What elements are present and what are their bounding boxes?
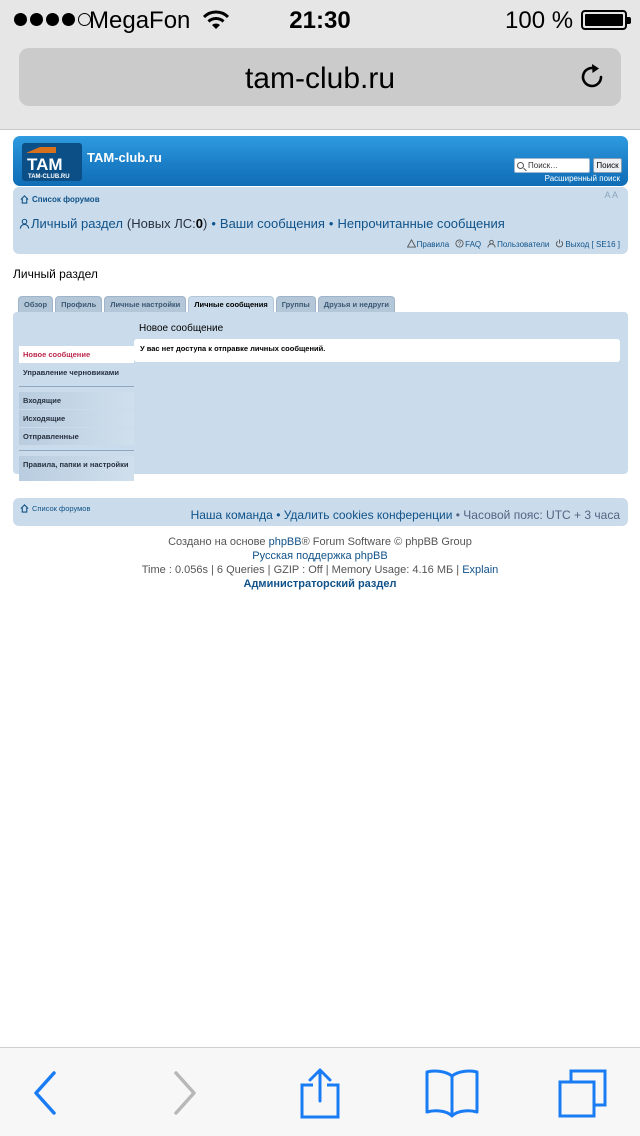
site-title[interactable]: TAM-club.ru xyxy=(87,150,162,165)
share-icon[interactable] xyxy=(299,1068,341,1120)
signal-strength-icon xyxy=(14,13,91,26)
reload-icon[interactable] xyxy=(577,62,607,92)
debug-line: Time : 0.056s | 6 Queries | GZIP : Off | Memory Usage: 4.16 МБ | Explain xyxy=(141,564,499,576)
user-icon xyxy=(19,218,30,229)
wifi-icon xyxy=(203,10,229,30)
tab-groups[interactable]: Группы xyxy=(276,296,316,312)
subnav-divider xyxy=(19,450,134,451)
user-panel-line xyxy=(19,216,505,231)
navbar xyxy=(13,187,628,254)
separator-bullet: • xyxy=(455,508,464,522)
your-posts-link[interactable]: Ваши сообщения xyxy=(219,216,325,231)
home-icon xyxy=(20,504,29,513)
pm-panel xyxy=(13,312,628,474)
forum-header xyxy=(13,136,628,186)
browser-header xyxy=(0,40,640,130)
subnav-inbox[interactable]: Входящие xyxy=(19,392,134,409)
subnav-compose[interactable]: Новое сообщение xyxy=(19,346,134,363)
tab-private-messages[interactable]: Личные сообщения xyxy=(188,296,273,313)
admin-panel-link[interactable]: Администраторский раздел xyxy=(243,578,397,590)
battery-icon xyxy=(581,10,627,30)
delete-cookies-link[interactable]: Удалить cookies конференции xyxy=(283,508,453,522)
clock: 21:30 xyxy=(289,7,351,34)
breadcrumb-forum-index[interactable]: Список форумов xyxy=(32,195,100,204)
logout-link[interactable]: Выход [ SE16 ] xyxy=(555,239,620,249)
new-pm-prefix[interactable]: (Новых ЛС: xyxy=(126,216,196,231)
members-icon xyxy=(487,239,496,248)
subnav-rules-folders[interactable]: Правила, папки и настройки xyxy=(19,456,134,481)
search-placeholder: Поиск… xyxy=(528,161,559,170)
panel-title: Новое сообщение xyxy=(139,323,224,334)
svg-text:?: ? xyxy=(457,241,462,248)
battery-percentage: 100 % xyxy=(505,7,574,34)
footer-navbar xyxy=(13,498,628,526)
separator-bullet: • xyxy=(328,216,334,231)
logo-subtext: TAM-CLUB.RU xyxy=(28,174,70,180)
copyright-block xyxy=(0,535,640,591)
ucp-tabs xyxy=(18,296,395,313)
nav-links xyxy=(407,239,620,249)
powered-by-line: Создано на основе phpBB® Forum Software © phpBB Group xyxy=(168,536,472,548)
url-text[interactable]: tam-club.ru xyxy=(244,62,396,95)
font-size-control[interactable]: A A xyxy=(604,190,618,200)
pm-subnav xyxy=(19,346,134,482)
breadcrumb[interactable] xyxy=(20,195,100,204)
search-input[interactable] xyxy=(514,158,590,173)
search-icon xyxy=(517,162,524,169)
footer-breadcrumb-forum-index[interactable]: Список форумов xyxy=(32,504,91,513)
russian-support-link[interactable]: Русская поддержка phpBB xyxy=(252,550,388,562)
warning-icon xyxy=(407,239,416,248)
tab-profile[interactable]: Профиль xyxy=(55,296,102,312)
faq-link[interactable]: ? FAQ xyxy=(455,239,481,249)
back-icon[interactable] xyxy=(30,1068,60,1118)
new-pm-suffix: ) xyxy=(203,216,208,231)
search-button[interactable]: Поиск xyxy=(593,158,622,173)
forward-icon[interactable] xyxy=(170,1068,200,1118)
members-link[interactable]: Пользователи xyxy=(487,239,549,249)
new-pm-count[interactable]: 0 xyxy=(195,216,203,231)
page-title: Личный раздел xyxy=(13,267,98,281)
tab-preferences[interactable]: Личные настройки xyxy=(104,296,186,312)
address-bar[interactable] xyxy=(19,48,621,106)
bookmarks-icon[interactable] xyxy=(424,1068,480,1118)
faq-icon xyxy=(455,239,464,248)
advanced-search-link[interactable]: Расширенный поиск xyxy=(544,174,620,183)
no-permission-notice: У вас нет доступа к отправке личных сообщений. xyxy=(134,339,620,362)
status-bar xyxy=(0,0,640,40)
tabs-icon[interactable] xyxy=(557,1068,609,1120)
team-link[interactable]: Наша команда xyxy=(190,508,273,522)
phpbb-link[interactable]: phpBB xyxy=(268,536,302,548)
tab-friends-foes[interactable]: Друзья и недруги xyxy=(318,296,395,312)
home-icon xyxy=(20,195,29,204)
subnav-drafts[interactable]: Управление черновиками xyxy=(19,364,134,381)
subnav-sent[interactable]: Отправленные xyxy=(19,428,134,445)
separator-bullet: • xyxy=(211,216,216,231)
ucp-link[interactable]: Личный раздел xyxy=(31,216,123,231)
carrier-name: MegaFon xyxy=(89,7,191,34)
footer-breadcrumb[interactable] xyxy=(20,504,90,513)
subnav-divider xyxy=(19,386,134,387)
separator-bullet: • xyxy=(276,508,284,522)
browser-toolbar xyxy=(0,1047,640,1136)
site-logo[interactable] xyxy=(22,143,82,181)
unread-posts-link[interactable]: Непрочитанные сообщения xyxy=(337,216,505,231)
footer-links xyxy=(191,508,620,522)
rules-link[interactable]: Правила xyxy=(407,239,449,249)
logo-text: TAM xyxy=(27,155,63,174)
explain-link[interactable]: Explain xyxy=(462,564,499,576)
timezone-text: Часовой пояс: UTC + 3 часа xyxy=(463,508,620,522)
tab-overview[interactable]: Обзор xyxy=(18,296,53,312)
subnav-outbox[interactable]: Исходящие xyxy=(19,410,134,427)
power-icon xyxy=(555,239,564,248)
